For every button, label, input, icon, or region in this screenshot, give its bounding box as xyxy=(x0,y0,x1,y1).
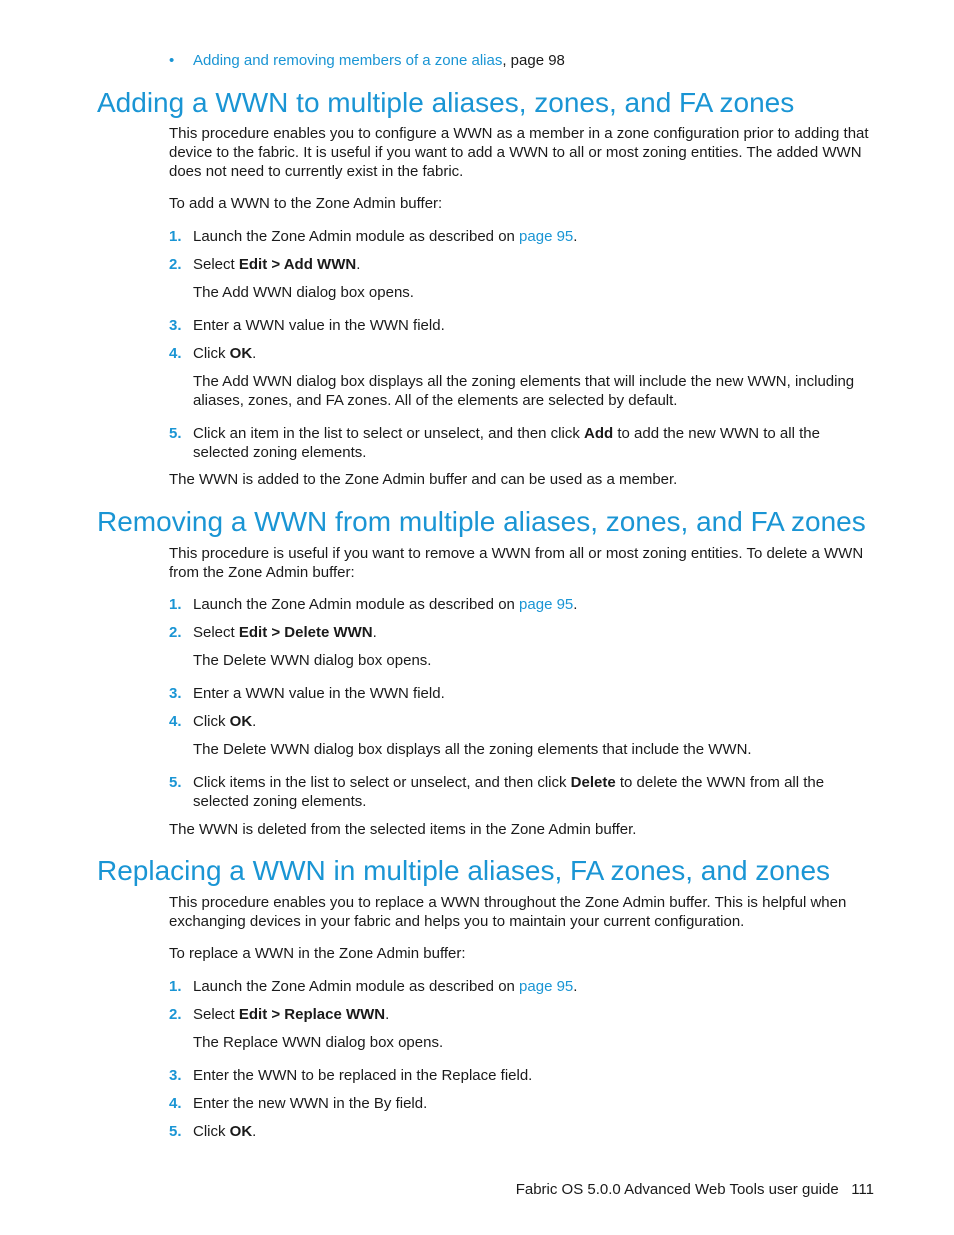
step-number: 1. xyxy=(169,596,182,613)
menu-path: Edit > Delete WWN xyxy=(238,624,373,641)
button-name: OK xyxy=(229,713,253,730)
step-number: 3. xyxy=(169,685,182,702)
step-number: 4. xyxy=(169,1095,182,1112)
page-link[interactable]: page 95 xyxy=(519,978,574,995)
section-heading-remove-wwn: Removing a WWN from multiple aliases, zones, and FA zones xyxy=(97,506,866,537)
button-name: Delete xyxy=(570,774,616,791)
section-intro: This procedure is useful if you want to remove a WWN from all or most zoning entities. To delete a WWN from the Zone Admin buffer: xyxy=(169,545,864,581)
step-text: Select Edit > Replace WWN. xyxy=(193,1006,390,1023)
guide-title: Fabric OS 5.0.0 Advanced Web Tools user guide xyxy=(515,1181,839,1198)
step-number: 3. xyxy=(169,317,182,334)
step-note: The Replace WWN dialog box opens. xyxy=(193,1034,444,1051)
page-footer xyxy=(516,1180,874,1199)
menu-path: Edit > Add WWN xyxy=(238,256,357,273)
section-intro: This procedure enables you to replace a WWN throughout the Zone Admin buffer. This is helpful when exchanging devices in your fabric and helps you to maintain your current configuration. xyxy=(169,894,847,930)
step-note: The Add WWN dialog box opens. xyxy=(193,284,414,301)
button-name: Add xyxy=(584,425,614,442)
step-text: Click OK. xyxy=(193,1123,257,1140)
procedure-lead: To replace a WWN in the Zone Admin buffer: xyxy=(169,945,466,962)
page-link[interactable]: page 95 xyxy=(519,228,574,245)
related-topic-suffix: , page 98 xyxy=(502,52,565,69)
menu-path: Edit > Replace WWN xyxy=(238,1006,386,1023)
step-text: Launch the Zone Admin module as described on page 95. xyxy=(193,596,578,613)
page-link[interactable]: page 95 xyxy=(519,596,574,613)
button-name: OK xyxy=(229,345,253,362)
page-number: 111 xyxy=(851,1181,874,1198)
step-number: 4. xyxy=(169,345,182,362)
step-text: Select Edit > Delete WWN. xyxy=(193,624,377,641)
step-text: Click an item in the list to select or unselect, and then click Add to add the new WWN to all the selected zoning elements. xyxy=(193,425,820,461)
step-note: The Delete WWN dialog box opens. xyxy=(193,652,432,669)
step-number: 2. xyxy=(169,1006,182,1023)
step-number: 5. xyxy=(169,1123,182,1140)
related-topic-item xyxy=(193,51,565,70)
step-number: 1. xyxy=(169,978,182,995)
step-text: Enter a WWN value in the WWN field. xyxy=(193,685,445,702)
bullet-marker: • xyxy=(169,52,175,69)
step-text: Launch the Zone Admin module as described on page 95. xyxy=(193,978,578,995)
step-text: Click OK. xyxy=(193,713,257,730)
step-number: 1. xyxy=(169,228,182,245)
step-number: 3. xyxy=(169,1067,182,1084)
section-outro: The WWN is added to the Zone Admin buffer and can be used as a member. xyxy=(169,471,678,488)
step-text: Enter the WWN to be replaced in the Replace field. xyxy=(193,1067,533,1084)
procedure-lead: To add a WWN to the Zone Admin buffer: xyxy=(169,195,443,212)
related-topic-link[interactable]: Adding and removing members of a zone alias xyxy=(193,52,503,69)
step-number: 2. xyxy=(169,256,182,273)
step-text: Select Edit > Add WWN. xyxy=(193,256,361,273)
section-heading-add-wwn: Adding a WWN to multiple aliases, zones, and FA zones xyxy=(97,87,795,118)
step-text: Enter the new WWN in the By field. xyxy=(193,1095,428,1112)
section-outro: The WWN is deleted from the selected items in the Zone Admin buffer. xyxy=(169,821,637,838)
section-heading-replace-wwn: Replacing a WWN in multiple aliases, FA zones, and zones xyxy=(97,855,831,886)
step-number: 4. xyxy=(169,713,182,730)
step-number: 5. xyxy=(169,774,182,791)
section-intro: This procedure enables you to configure a WWN as a member in a zone configuration prior to adding that device to the fabric. It is useful if you want to add a WWN to all or most zoning entities. The added WWN does not need to currently exist in the fabric. xyxy=(169,125,869,180)
step-text: Click items in the list to select or unselect, and then click Delete to delete the WWN from all the selected zoning elements. xyxy=(193,774,825,810)
step-text: Click OK. xyxy=(193,345,257,362)
step-note: The Add WWN dialog box displays all the zoning elements that will include the new WWN, including aliases, zones, and FA zones. All of the elements are selected by default. xyxy=(193,373,855,409)
step-number: 2. xyxy=(169,624,182,641)
button-name: OK xyxy=(229,1123,253,1140)
step-text: Enter a WWN value in the WWN field. xyxy=(193,317,445,334)
step-note: The Delete WWN dialog box displays all the zoning elements that include the WWN. xyxy=(193,741,752,758)
step-number: 5. xyxy=(169,425,182,442)
step-text: Launch the Zone Admin module as described on page 95. xyxy=(193,228,578,245)
